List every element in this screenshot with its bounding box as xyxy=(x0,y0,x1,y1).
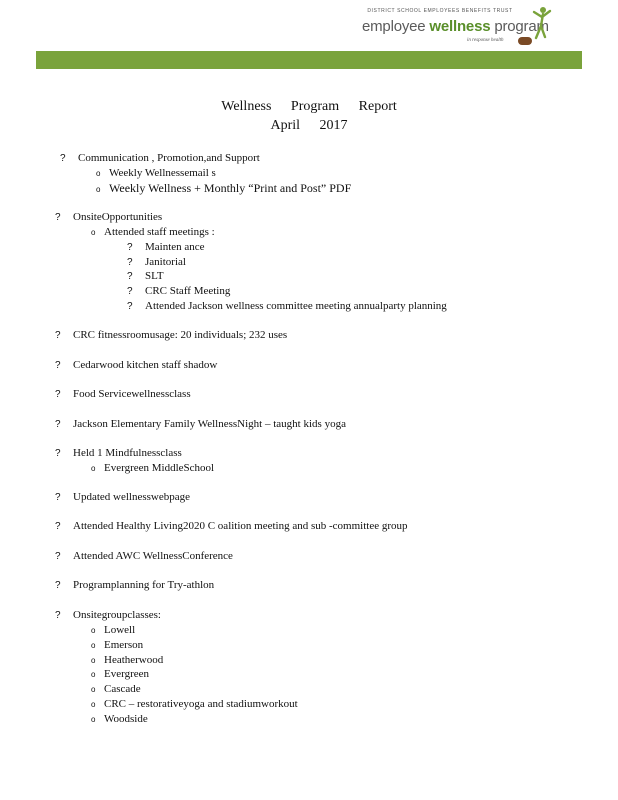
list-item xyxy=(55,387,191,402)
list-item-text: CRC fitnessroomusage: 20 individuals; 232 uses xyxy=(73,329,288,341)
list-item xyxy=(55,210,162,225)
circle-bullet-icon: o xyxy=(91,656,96,665)
list-item-text: Evergreen MiddleSchool xyxy=(104,462,215,474)
list-item xyxy=(127,240,205,255)
circle-bullet-icon: o xyxy=(91,641,96,650)
list-item-text: Mainten ance xyxy=(145,241,205,253)
list-item xyxy=(55,549,233,564)
question-bullet-icon: ? xyxy=(55,551,61,562)
question-bullet-icon: ? xyxy=(55,360,61,371)
circle-bullet-icon: o xyxy=(91,670,96,679)
question-bullet-icon: ? xyxy=(55,419,61,430)
logo-wordmark xyxy=(362,18,549,35)
question-bullet-icon: ? xyxy=(127,286,133,297)
header-green-bar xyxy=(36,51,582,69)
list-item-text: Food Servicewellnessclass xyxy=(73,388,191,400)
list-item xyxy=(91,682,141,697)
question-bullet-icon: ? xyxy=(55,212,61,223)
list-item-text: Weekly Wellnessemail s xyxy=(109,167,216,179)
list-item xyxy=(91,623,135,638)
list-item xyxy=(55,578,214,593)
list-item-text: Jackson Elementary Family WellnessNight – taught kids yoga xyxy=(73,418,346,430)
circle-bullet-icon: o xyxy=(91,464,96,473)
list-item xyxy=(127,284,230,299)
list-item-text: Lowell xyxy=(104,624,136,636)
list-item-text: Woodside xyxy=(104,713,148,725)
list-item-text: Janitorial xyxy=(145,256,186,268)
list-item-text: CRC – restorativeyoga and stadiumworkout xyxy=(104,698,298,710)
circle-bullet-icon: o xyxy=(91,685,96,694)
list-item-text: Held 1 Mindfulnessclass xyxy=(73,447,182,459)
logo-word-program: program xyxy=(490,18,549,35)
list-item-text: Evergreen xyxy=(104,668,149,680)
list-item-text: Attended Healthy Living2020 C oalition meeting and sub -committee group xyxy=(73,520,408,532)
list-item xyxy=(55,608,161,623)
list-item-text: OnsiteOpportunities xyxy=(73,211,163,223)
list-item-text: Heatherwood xyxy=(104,654,164,666)
list-item-text: Onsitegroupclasses: xyxy=(73,609,161,621)
list-item xyxy=(60,151,260,166)
logo-tagline: in response health xyxy=(467,38,504,43)
question-bullet-icon: ? xyxy=(127,242,133,253)
list-item xyxy=(127,269,164,284)
question-bullet-icon: ? xyxy=(55,448,61,459)
list-item-text: Programplanning for Try-athlon xyxy=(73,579,215,591)
list-item-text: Communication , Promotion,and Support xyxy=(78,152,260,164)
list-item xyxy=(91,697,298,712)
circle-bullet-icon: o xyxy=(91,626,96,635)
list-item xyxy=(96,181,351,197)
question-bullet-icon: ? xyxy=(55,610,61,621)
wellness-program-logo xyxy=(362,6,552,48)
logo-word-employee: employee xyxy=(362,18,430,35)
list-item-text: CRC Staff Meeting xyxy=(145,285,231,297)
report-title: Wellness Program Report xyxy=(221,99,397,114)
list-item xyxy=(55,328,287,343)
list-item xyxy=(91,461,214,476)
question-bullet-icon: ? xyxy=(55,330,61,341)
list-item xyxy=(91,712,148,727)
circle-bullet-icon: o xyxy=(91,228,96,237)
list-item xyxy=(55,358,217,373)
question-bullet-icon: ? xyxy=(127,271,133,282)
question-bullet-icon: ? xyxy=(55,580,61,591)
list-item xyxy=(55,519,408,534)
list-item-text: Cedarwood kitchen staff shadow xyxy=(73,359,218,371)
list-item-text: Updated wellnesswebpage xyxy=(73,491,190,503)
question-bullet-icon: ? xyxy=(127,257,133,268)
list-item-text: Cascade xyxy=(104,683,141,695)
question-bullet-icon: ? xyxy=(55,389,61,400)
report-date: April 2017 xyxy=(270,118,348,133)
question-bullet-icon: ? xyxy=(55,492,61,503)
question-bullet-icon: ? xyxy=(127,301,133,312)
list-item xyxy=(55,490,190,505)
list-item-text: SLT xyxy=(145,270,164,282)
list-item xyxy=(55,417,346,432)
list-item xyxy=(127,299,447,314)
list-item xyxy=(91,638,143,653)
circle-bullet-icon: o xyxy=(96,169,101,178)
circle-bullet-icon: o xyxy=(96,185,101,194)
list-item-text: Weekly Wellness + Monthly “Print and Post” PDF xyxy=(109,181,352,195)
logo-district-text: DISTRICT SCHOOL EMPLOYEES BENEFITS TRUST xyxy=(367,8,513,14)
logo-word-wellness: wellness xyxy=(429,18,491,35)
circle-bullet-icon: o xyxy=(91,700,96,709)
list-item-text: Attended staff meetings : xyxy=(104,226,215,238)
list-item xyxy=(91,653,163,668)
list-item xyxy=(91,667,149,682)
list-item-text: Attended AWC WellnessConference xyxy=(73,550,233,562)
question-bullet-icon: ? xyxy=(60,153,66,164)
list-item xyxy=(91,225,215,240)
list-item-text: Attended Jackson wellness committee meeting annualparty planning xyxy=(145,300,447,312)
list-item xyxy=(55,446,182,461)
circle-bullet-icon: o xyxy=(91,715,96,724)
list-item xyxy=(96,166,216,181)
question-bullet-icon: ? xyxy=(55,521,61,532)
leaping-figure-icon xyxy=(530,6,552,42)
list-item-text: Emerson xyxy=(104,639,144,651)
list-item xyxy=(127,255,186,270)
